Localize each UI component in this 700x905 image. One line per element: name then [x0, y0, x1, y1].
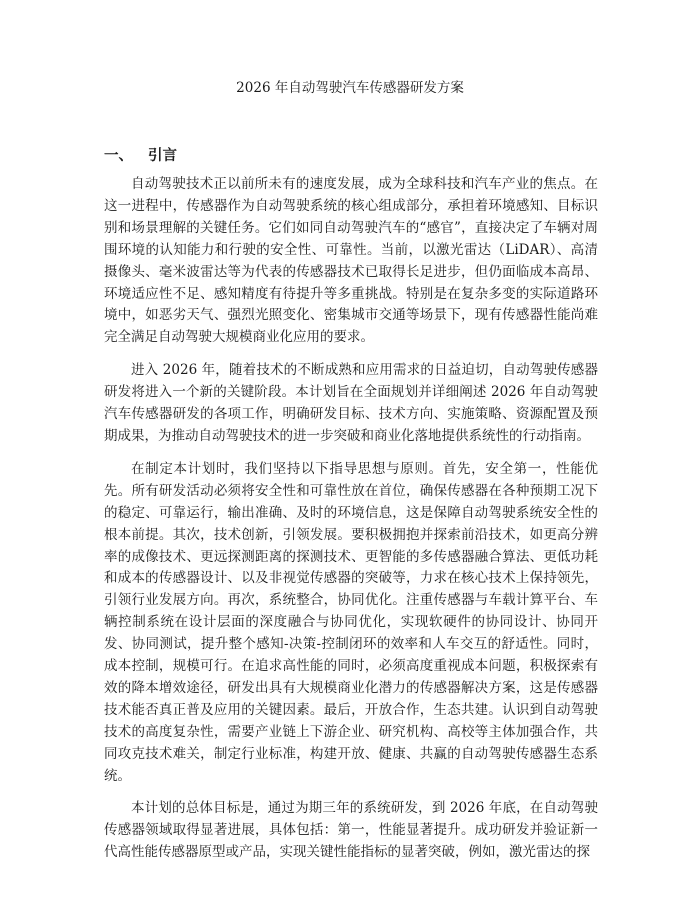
paragraph: 自动驾驶技术正以前所未有的速度发展，成为全球科技和汽车产业的焦点。在这一进程中，传感器作为自动驾驶系统的核心组成部分，承担着环境感知、目标识别和场景理解的关键任务。它们如同自动驾驶汽车的“感官”，直接决定了车辆对周围环境的认知能力和行驶的安全性、可靠性。当前，以激光雷达（LiDAR）、高清摄像头、毫米波雷达等为代表的传感器技术已取得长足进步，但仍面临成本高昂、环境适应性不足、感知精度有待提升等多重挑战。特别是在复杂多变的实际道路环境中，如恶劣天气、强烈光照变化、密集城市交通等场景下，现有传感器性能尚难完全满足自动驾驶大规模商业化应用的要求。 — [104, 176, 598, 346]
paragraph: 本计划的总体目标是，通过为期三年的系统研发，到 2026 年底，在自动驾驶传感器领域取得显著进展，具体包括：第一，性能显著提升。成功研发并验证新一代高性能传感器原型或产品，实现关键性能指标的显著突破，例如，激光雷达的探 — [104, 800, 598, 861]
paragraph: 在制定本计划时，我们坚持以下指导思想与原则。首先，安全第一，性能优先。所有研发活动必须将安全性和可靠性放在首位，确保传感器在各种预期工况下的稳定、可靠运行，输出准确、及时的环境信息，这是保障自动驾驶系统安全性的根本前提。其次，技术创新，引领发展。要积极拥抱并探索前沿技术，如更高分辨率的成像技术、更远探测距离的探测技术、更智能的多传感器融合算法、更低功耗和成本的传感器设计、以及非视觉传感器的突破等，力求在核心技术上保持领先，引领行业发展方向。再次，系统整合，协同优化。注重传感器与车载计算平台、车辆控制系统在设计层面的深度融合与协同优化，实现软硬件的协同设计、协同开发、协同测试，提升整个感知-决策-控制闭环的效率和人车交互的舒适性。同时，成本控制，规模可行。在追求高性能的同时，必须高度重视成本问题，积极探索有效的降本增效途径，研发出具有大规模商业化潜力的传感器解决方案，这是传感器技术能否真正普及应用的关键因素。最后，开放合作，生态共建。认识到自动驾驶技术的高度复杂性，需要产业链上下游企业、研究机构、高校等主体加强合作，共同攻克技术难关，制定行业标准，构建开放、健康、共赢的自动驾驶传感器生态系统。 — [104, 460, 598, 784]
section-body — [104, 174, 598, 875]
document-title: 2026 年自动驾驶汽车传感器研发方案 — [236, 80, 464, 96]
section-number: 一、 — [104, 148, 133, 164]
section-heading — [104, 146, 177, 166]
section-title: 引言 — [148, 148, 177, 164]
paragraph: 进入 2026 年，随着技术的不断成熟和应用需求的日益迫切，自动驾驶传感器研发将进入一个新的关键阶段。本计划旨在全面规划并详细阐述 2026 年自动驾驶汽车传感器研发的各项工作，明确研发目标、技术方向、实施策略、资源配置及预期成果，为推动自动驾驶技术的进一步突破和商业化落地提供系统性的行动指南。 — [104, 362, 598, 444]
